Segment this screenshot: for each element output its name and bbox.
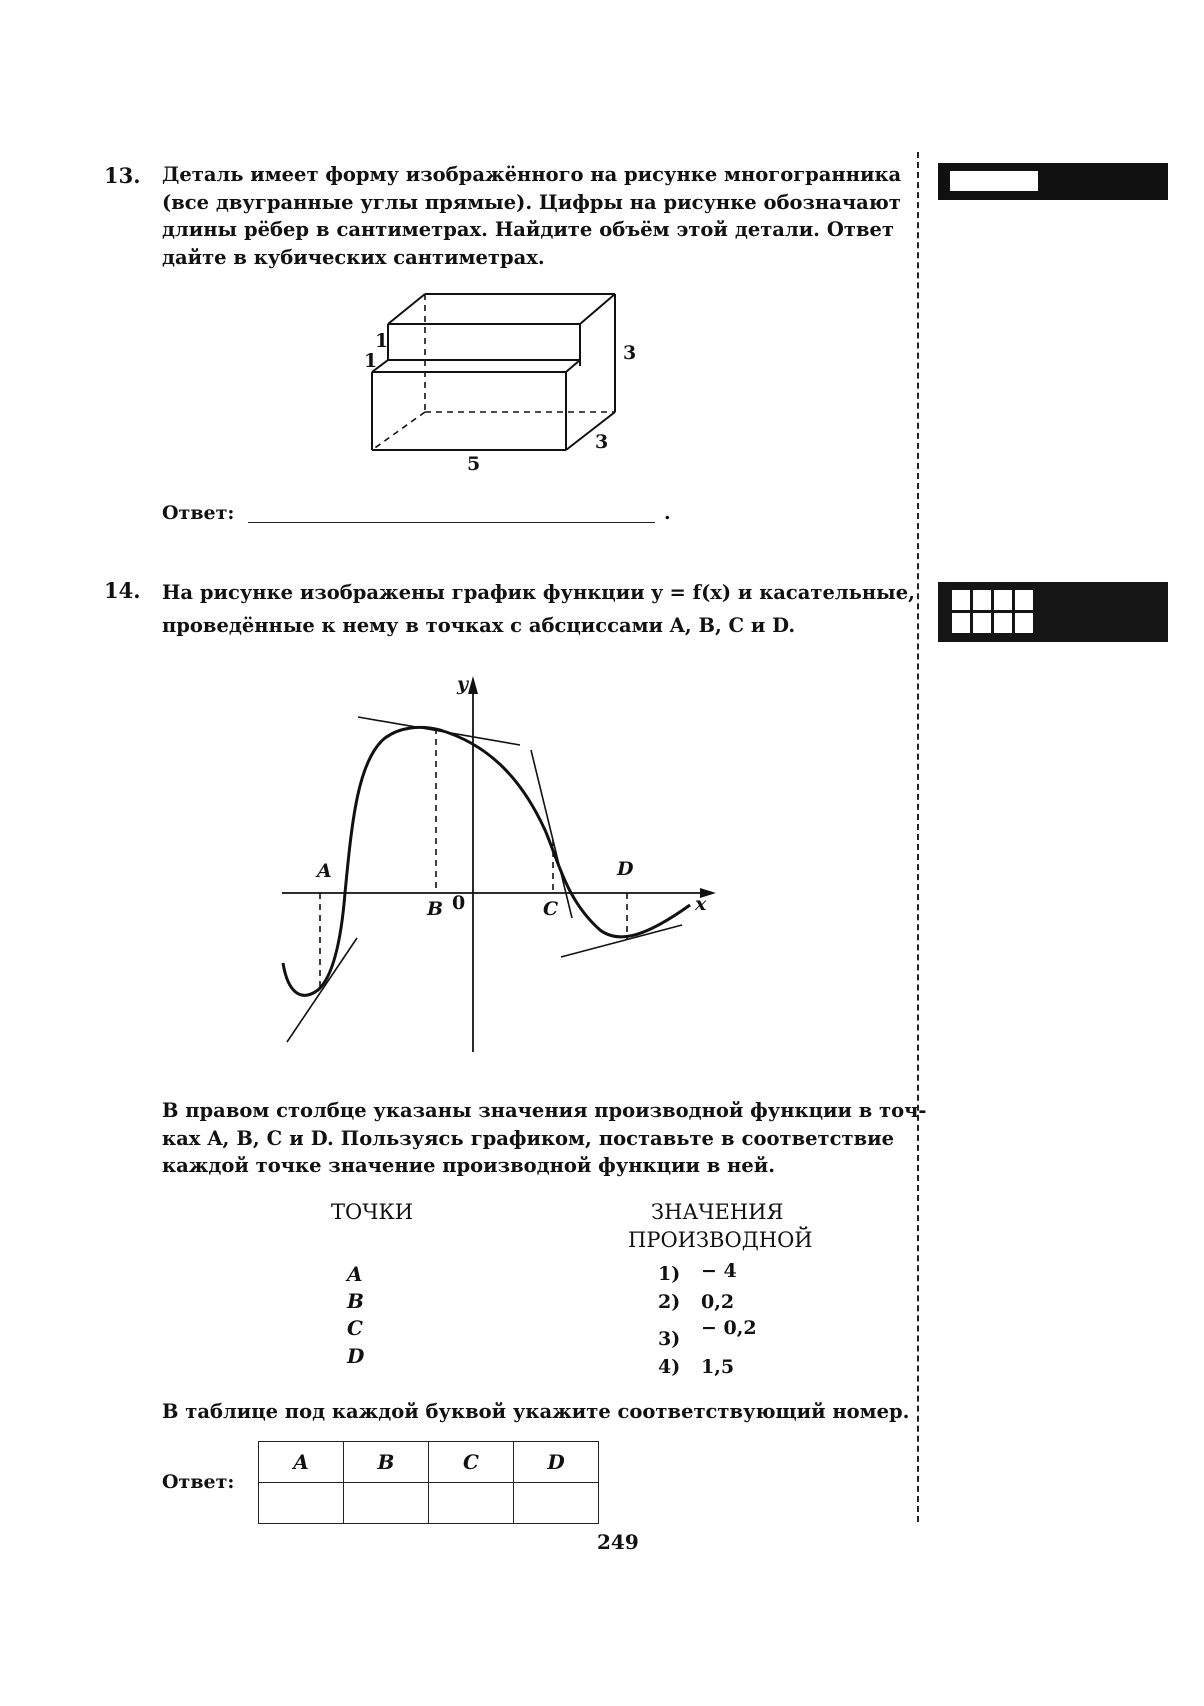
table-header-c: C [429,1442,514,1483]
origin-label: 0 [452,892,466,914]
point-item: A [347,1262,363,1286]
problem-14-line: каждой точке значение производной функции в ней. [162,1154,775,1177]
problem-14-line: На рисунке изображены график функции y = f(x) и касательные, [162,581,915,604]
answer-cell-b[interactable] [344,1483,429,1524]
problem-14-line: ках A, B, C и D. Пользуясь графиком, поставьте в соответствие [162,1126,894,1150]
edge-label: 5 [467,453,481,475]
edge-label: 1 [364,350,378,372]
answer-label: Ответ: [162,502,235,524]
value-number: 4) [658,1356,681,1378]
value-number: 2) [658,1291,681,1313]
points-header: ТОЧКИ [331,1200,414,1224]
edge-label: 1 [375,330,389,352]
value-number: 3) [658,1328,681,1350]
point-item: C [347,1316,363,1340]
value-item: − 4 [701,1260,737,1282]
edge-label: 3 [595,431,609,453]
edge-label: 3 [623,342,637,364]
table-header-b: B [344,1442,429,1483]
point-a-label: A [317,860,332,882]
problem-14-number: 14. [104,578,141,603]
point-c-label: C [543,898,559,920]
answer-cell-d[interactable] [514,1483,599,1524]
problem-13-line: дайте в кубических сантиметрах. [162,245,545,269]
answer-table [258,1441,599,1524]
value-number: 1) [658,1263,681,1285]
page-number: 249 [597,1530,639,1554]
point-d-label: D [617,858,634,880]
problem-14-description [162,1097,927,1180]
value-item: − 0,2 [701,1317,757,1339]
table-instruction-line: В таблице под каждой буквой укажите соответствующий номер. [162,1400,910,1423]
point-b-label: B [427,898,444,920]
problem-13-number: 13. [104,163,141,188]
answer-dot: . [664,502,671,524]
value-item: 0,2 [701,1291,735,1313]
tangent-a [287,938,357,1042]
table-header-a: A [259,1442,344,1483]
problem-13-line: длины рёбер в сантиметрах. Найдите объём этой детали. Ответ [162,218,894,241]
point-item: B [347,1289,364,1313]
answer-cell-a[interactable] [259,1483,344,1524]
problem-14-line: В правом столбце указаны значения производной функции в точ- [162,1099,927,1122]
table-instruction [162,1398,910,1426]
point-item: D [347,1344,365,1368]
x-axis-label: x [695,893,707,915]
problem-13-line: (все двугранные углы прямые). Цифры на рисунке обозначают [162,190,901,214]
tangent-d [561,925,682,957]
problem-14-line: проведённые к нему в точках с абсциссами A, B, C и D. [162,614,796,637]
answer-cell-c[interactable] [429,1483,514,1524]
value-item: 1,5 [701,1356,735,1378]
y-axis-label: y [457,673,469,695]
values-header: ЗНАЧЕНИЯ [651,1200,784,1224]
answer-label: Ответ: [162,1471,235,1493]
values-header: ПРОИЗВОДНОЙ [628,1228,813,1252]
problem-13-line: Деталь имеет форму изображённого на рисунке многогранника [162,163,902,186]
table-header-d: D [514,1442,599,1483]
y-axis-arrow [468,676,478,694]
